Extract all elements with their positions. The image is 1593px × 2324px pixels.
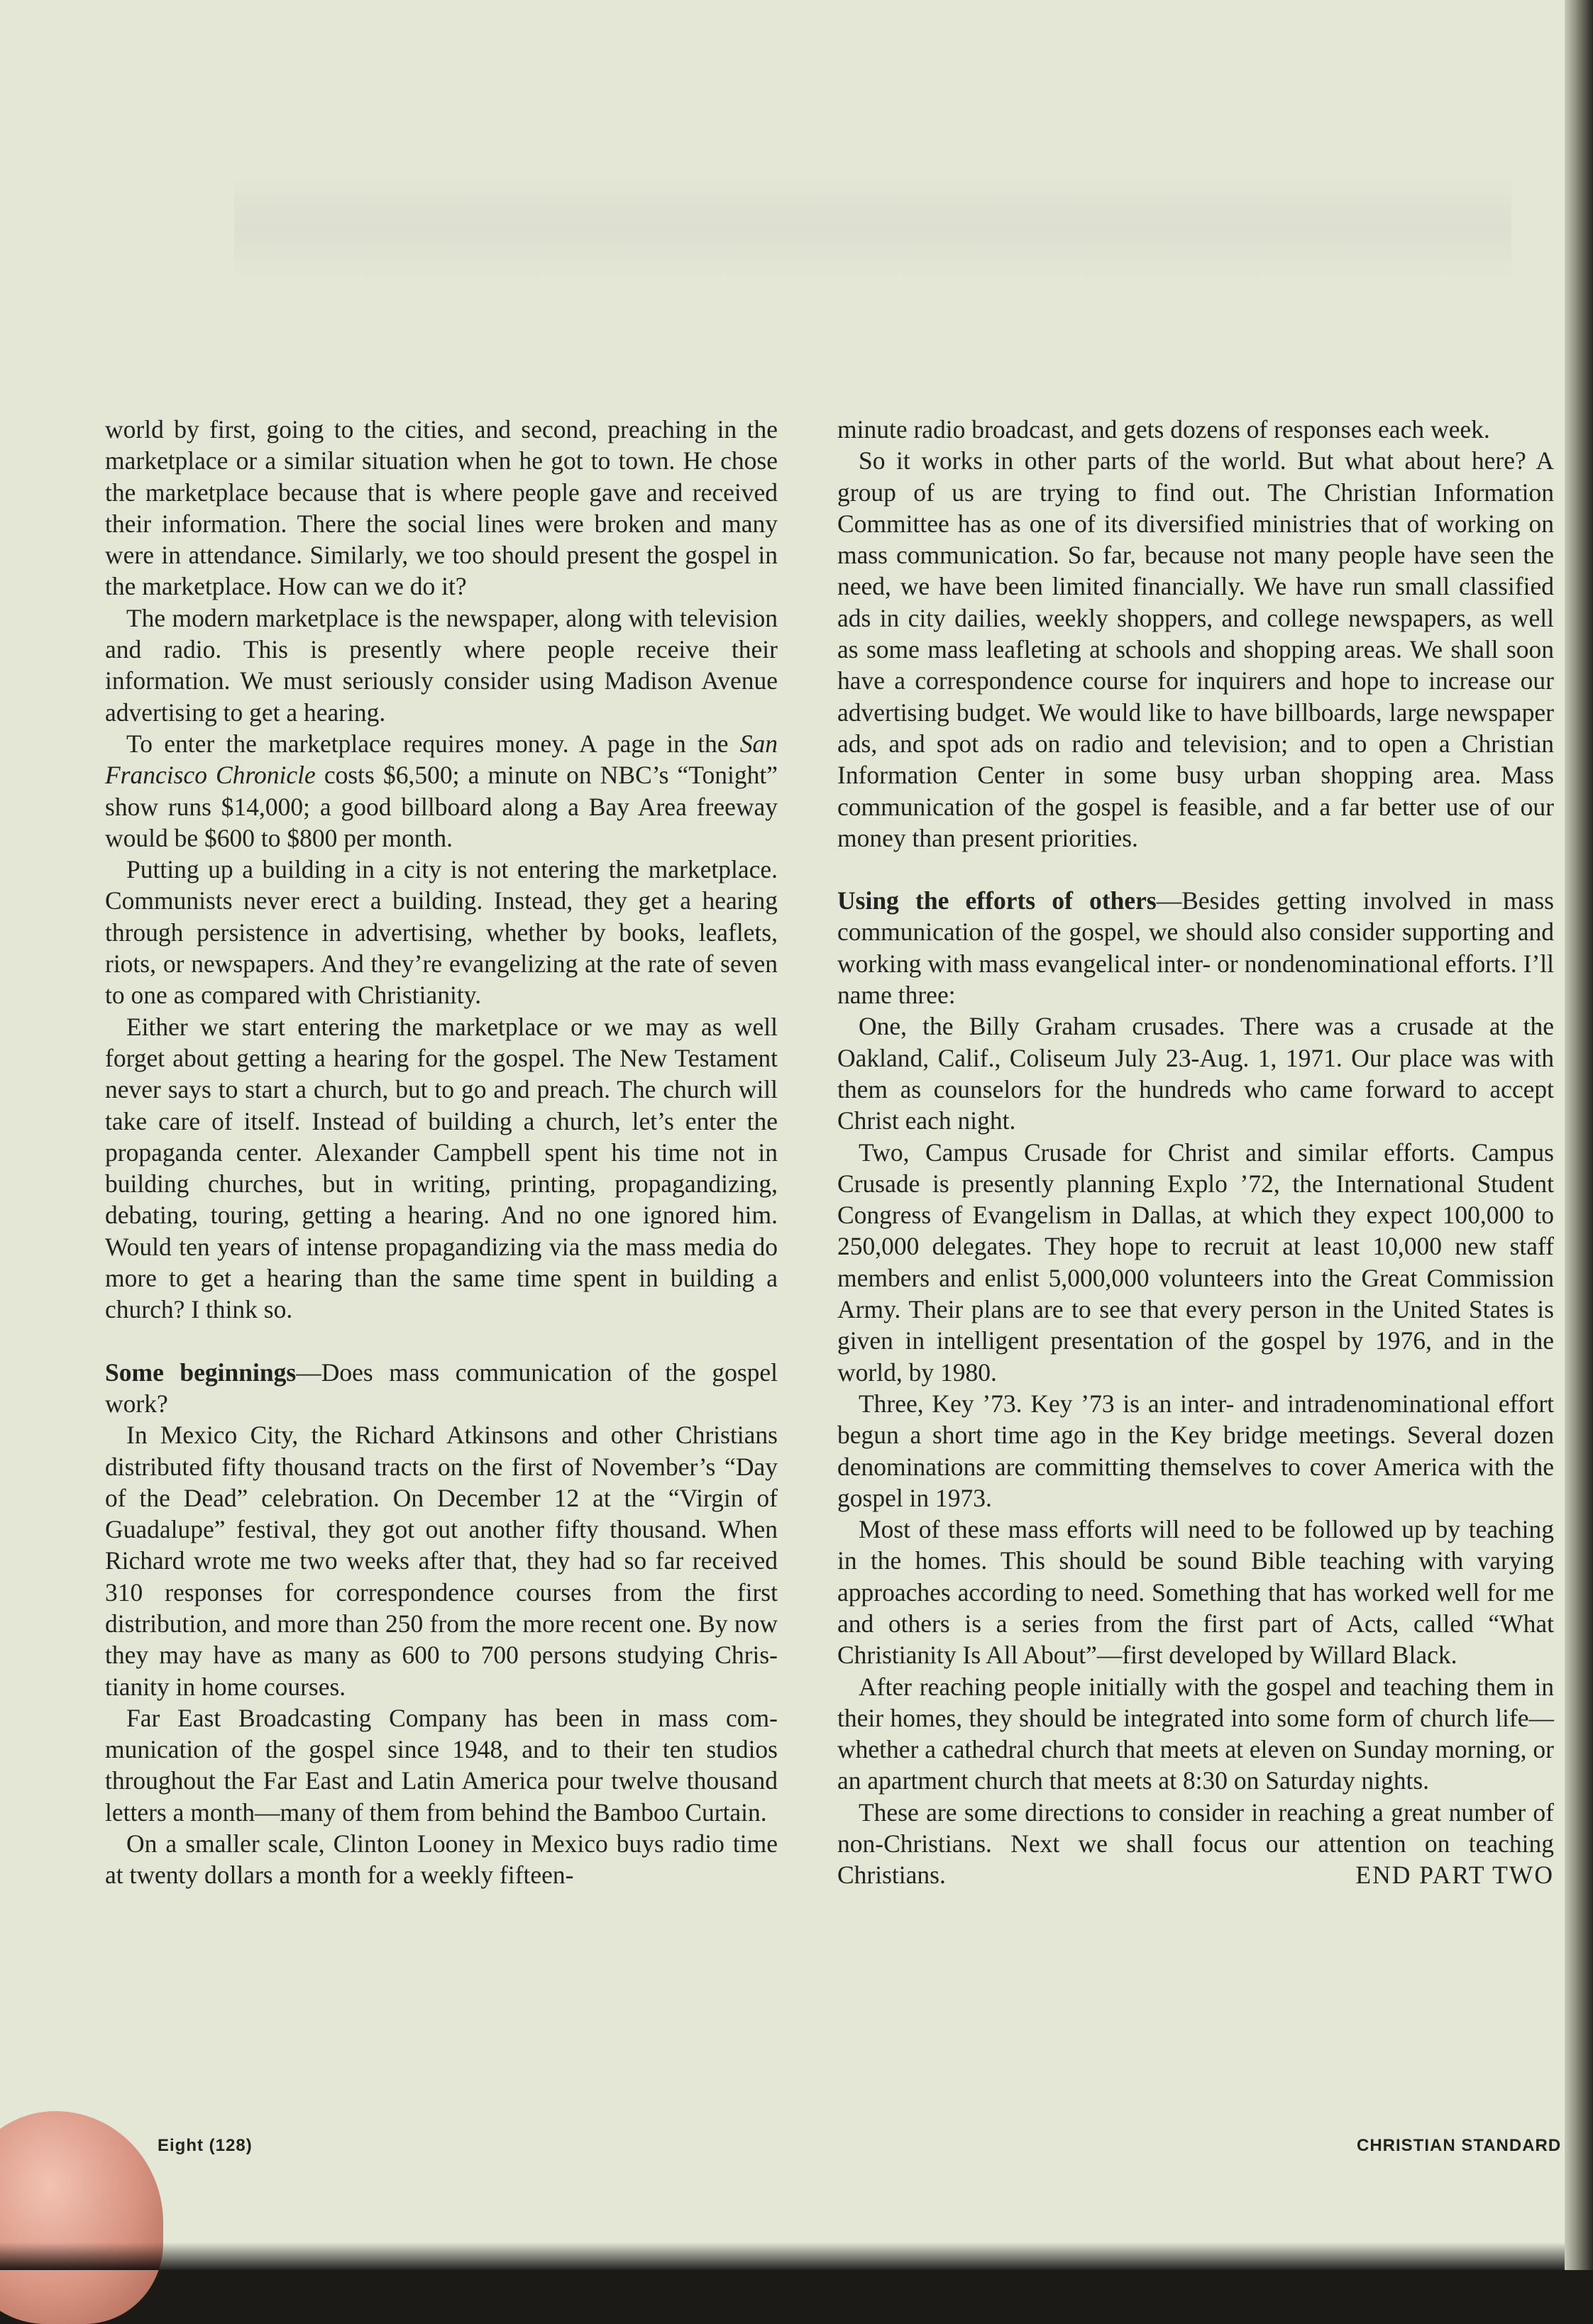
paragraph: Most of these mass efforts will need to be followed up by teaching in the homes. This should be sound Bible teaching with varying approaches according to need. Something that has worked well for me and others is a series from the first part of Acts, called “What Christianity Is All About”—first developed by Willard Black. xyxy=(837,1515,1554,1670)
paragraph-text: —Besides getting involved in mass communication of the gospel, we should also consider supporting and working with mass evangelical inter- or nondenominational efforts. I’ll name three: xyxy=(837,886,1554,1010)
paragraph: Either we start entering the marketplace or we may as well forget about getting a hearing for the gospel. The New Testament never says to start a church, but to go and preach. The church will take care of itself. Instead of building a church, let’s enter the propaganda center. Alexander Campbell spent his time not in building churches, but in writing, printing, propagandizing, debating, touring, getting a hearing. And no one ignored him. Would ten years of intense propagandizing via the mass media do more to get a hearing than the same time spent in building a church? I think so. xyxy=(105,1012,778,1324)
section-paragraph xyxy=(837,885,1554,1010)
paragraph: The modern marketplace is the newspaper, along with television and radio. This is presently where people receive their information. We must seriously consider using Madison Avenue advertising to get a hearing. xyxy=(105,603,778,727)
section-paragraph xyxy=(105,1357,778,1420)
paragraph-text: —Does mass communication of the gospel work? xyxy=(105,1357,778,1418)
paragraph: Two, Campus Crusade for Christ and similar efforts. Campus Crusade is presently planning Explo ’72, the International Student Congress of Evangelism in Dallas, at which they expect 100,000 to 250,000 delegates. They hope to recruit at least 10,000 new staff members and enlist 5,000,000 volunteers into the Great Commission Army. Their plans are to see that every person in the United States is given in intelligent presentation of the gospel by 1976, and in the world, by 1980. xyxy=(837,1138,1554,1387)
page-number: Eight (128) xyxy=(158,2136,253,2155)
right-column xyxy=(837,414,1554,1891)
page-edge xyxy=(1565,0,1593,2270)
subhead-using-efforts: Using the efforts of others xyxy=(837,886,1157,915)
bottom-shadow xyxy=(0,2242,1565,2270)
subhead-some-beginnings: Some beginnings xyxy=(105,1357,297,1387)
left-column xyxy=(105,414,778,1891)
paragraph: After reaching people initially with the gospel and teaching them in their homes, they should be integrated into some form of church life—whether a cathedral church that meets at eleven on Sunday morning, or an apartment church that meets at 8:30 on Saturday nights. xyxy=(837,1672,1554,1795)
paragraph xyxy=(105,728,778,854)
paragraph xyxy=(837,1797,1554,1891)
paragraph: world by first, going to the cities, and second, preaching in the marketplace or a similar situation when he got to town. He chose the marketplace because that is where people gave and received their information. There the social lines were broken and many were in attendance. Similarly, we too should present the gospel in the marketplace. How can we do it? xyxy=(105,415,778,601)
paragraph: minute radio broadcast, and gets dozens of responses each week. xyxy=(837,415,1490,444)
paragraph: Putting up a building in a city is not entering the marketplace. Communists never erect a building. Instead, they get a hearing through persistence in advertising, whether by books, leaflets, riots, or newspapers. And they’re evangelizing at the rate of seven to one as compared with Christianity. xyxy=(105,855,778,1010)
paragraph: On a smaller scale, Clinton Looney in Mexico buys radio time at twenty dollars a month for a weekly fifteen- xyxy=(105,1829,778,1890)
paragraph: Three, Key ’73. Key ’73 is an inter- and intradenominational effort begun a short time ago in the Key bridge meetings. Several dozen denominations are committing themselves to cover America with the gospel in 1973. xyxy=(837,1389,1554,1512)
paragraph-text: These are some directions to consider in reaching a great number of non-Christians. Next we shall focus our attention on teaching Christians. xyxy=(837,1797,1554,1890)
end-part-mark: END PART TWO xyxy=(1355,1861,1554,1890)
paragraph: So it works in other parts of the world. But what about here? A group of us are trying to find out. The Christian Information Committee has as one of its diversified ministries that of working on mass communication. So far, because not many people have seen the need, we have been limited financially. We have run small classified ads in city dailies, weekly shoppers, and college newspapers, as well as some mass leafleting at schools and shopping areas. We shall soon have a correspondence course for inquirers and hope to increase our advertising budget. We would like to have billboards, large newspaper ads, and spot ads on radio and television; and to open a Christian Information Center in some busy urban shopping area. Mass communication of the gospel is feasible, and a far better use of our money than present priorities. xyxy=(837,446,1554,852)
newspaper-title: San Francisco Chronicle xyxy=(105,729,778,790)
paragraph-text: costs $6,500; a minute on NBC’s “Tonight” show runs $14,000; a good billboard along a Bay Area freeway would be $600 to $800 per month. xyxy=(105,761,778,852)
publication-name: CHRISTIAN STANDARD xyxy=(1357,2136,1562,2155)
paragraph-text: To enter the marketplace requires money. A page in the xyxy=(126,729,740,758)
paragraph: In Mexico City, the Richard Atkinsons and other Christians distributed fifty thousand tracts on the first of November’s “Day of the Dead” celebration. On December 12 at the “Virgin of Guadalupe” festival, they got out another fifty thousand. When Richard wrote me two weeks after that, they had so far received 310 responses for correspondence courses from the first distribution, and more than 250 from the more recent one. By now they may have as many as 600 to 700 persons studying Christianity in home courses. xyxy=(105,1421,778,1701)
paragraph: Far East Broadcasting Company has been in mass communication of the gospel since 1948, and to their ten studios throughout the Far East and Latin America pour twelve thousand letters a month—many of them from behind the Bamboo Curtain. xyxy=(105,1703,778,1827)
paragraph: One, the Billy Graham crusades. There was a crusade at the Oakland, Calif., Coliseum July 23-Aug. 1, 1971. Our place was with them as counselors for the hundreds who came forward to accept Christ each night. xyxy=(837,1012,1554,1135)
faded-headline-area xyxy=(234,174,1511,280)
